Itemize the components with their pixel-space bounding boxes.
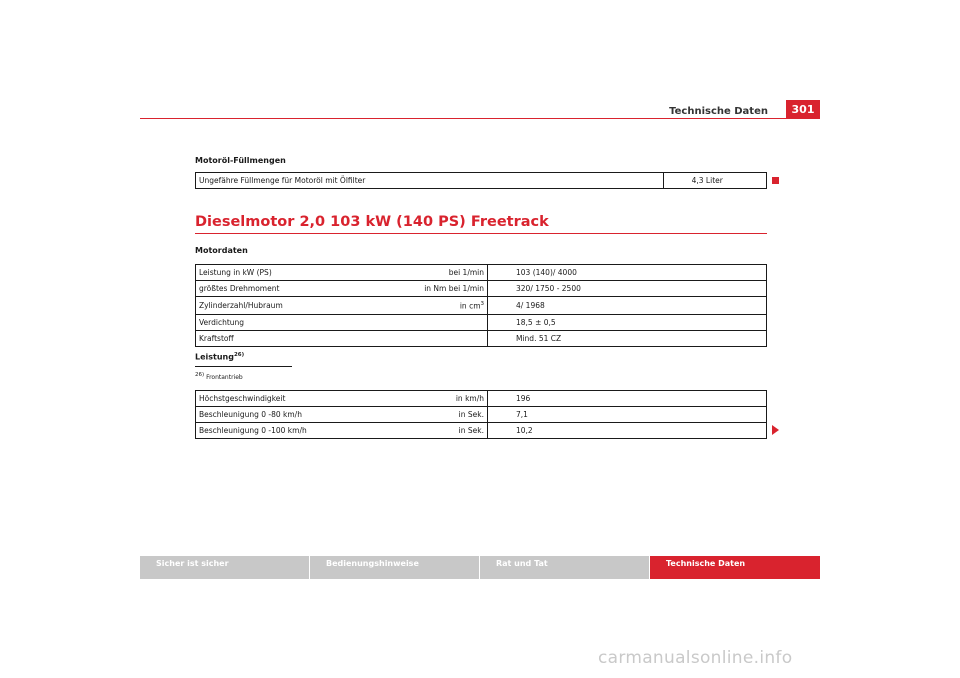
row-unit: in Nm bei 1/min [388, 281, 488, 297]
footnote-text: Frontantrieb [206, 374, 243, 381]
row-unit [388, 297, 488, 315]
page-number-badge: 301 [786, 100, 820, 119]
row-value: 10,2 [488, 423, 767, 439]
table-row [196, 407, 767, 423]
footnote-rule [195, 366, 292, 367]
footer-tab-bedienungshinweise[interactable] [310, 556, 479, 579]
engine-title: Dieselmotor 2,0 103 kW (140 PS) Freetrack [195, 214, 549, 230]
row-unit: in Sek. [388, 407, 488, 423]
row-label: Zylinderzahl/Hubraum [196, 297, 389, 315]
footer-tab-label: Bedienungshinweise [326, 559, 419, 568]
footer-tab-technische-daten[interactable] [650, 556, 820, 579]
table-row [196, 391, 767, 407]
table-row [196, 281, 767, 297]
watermark: carmanualsonline.info [598, 648, 793, 668]
performance-table [195, 390, 767, 439]
table-row [196, 423, 767, 439]
continue-arrow-icon [772, 425, 779, 435]
table-row [196, 331, 767, 347]
row-label: Verdichtung [196, 315, 389, 331]
page-header-title: Technische Daten [669, 106, 768, 117]
footer-tab-label: Technische Daten [666, 559, 746, 568]
performance-section-heading [195, 352, 244, 362]
footer-tab-sicher-ist-sicher[interactable] [140, 556, 309, 579]
motor-table [195, 264, 767, 347]
motor-section-heading: Motordaten [195, 246, 248, 255]
table-row [196, 297, 767, 315]
row-label: Leistung in kW (PS) [196, 265, 389, 281]
footnote-reference: 26) [233, 352, 245, 358]
unit-superscript: 3 [480, 300, 484, 307]
row-label: Beschleunigung 0 -100 km/h [196, 423, 389, 439]
oil-section-heading: Motoröl-Füllmengen [195, 156, 286, 165]
row-label: Höchstgeschwindigkeit [196, 391, 389, 407]
footer-tab-label: Sicher ist sicher [156, 559, 229, 568]
oil-value: 4,3 Liter [663, 173, 766, 189]
row-label: Beschleunigung 0 -80 km/h [196, 407, 389, 423]
section-end-marker [772, 177, 779, 184]
footer-tab-rat-und-tat[interactable] [480, 556, 649, 579]
header-rule [140, 118, 820, 119]
table-row [196, 173, 767, 189]
row-value: 196 [488, 391, 767, 407]
footnote [195, 372, 243, 381]
row-label: größtes Drehmoment [196, 281, 389, 297]
footnote-marker: 26) [195, 372, 205, 378]
row-value: 103 (140)/ 4000 [488, 265, 767, 281]
row-value: Mind. 51 CZ [488, 331, 767, 347]
table-row [196, 315, 767, 331]
title-rule [195, 233, 767, 234]
unit-text: in cm [459, 301, 481, 311]
row-unit [388, 331, 488, 347]
row-label: Kraftstoff [196, 331, 389, 347]
row-value: 7,1 [488, 407, 767, 423]
oil-table [195, 172, 767, 189]
table-row [196, 265, 767, 281]
row-unit: in km/h [388, 391, 488, 407]
footer-tab-label: Rat und Tat [496, 559, 548, 568]
row-unit [388, 315, 488, 331]
row-value: 18,5 ± 0,5 [488, 315, 767, 331]
row-value: 320/ 1750 - 2500 [488, 281, 767, 297]
row-value: 4/ 1968 [488, 297, 767, 315]
performance-heading-text: Leistung [195, 352, 234, 362]
row-unit: bei 1/min [388, 265, 488, 281]
row-unit: in Sek. [388, 423, 488, 439]
oil-label: Ungefähre Füllmenge für Motoröl mit Ölfilter [196, 173, 664, 189]
